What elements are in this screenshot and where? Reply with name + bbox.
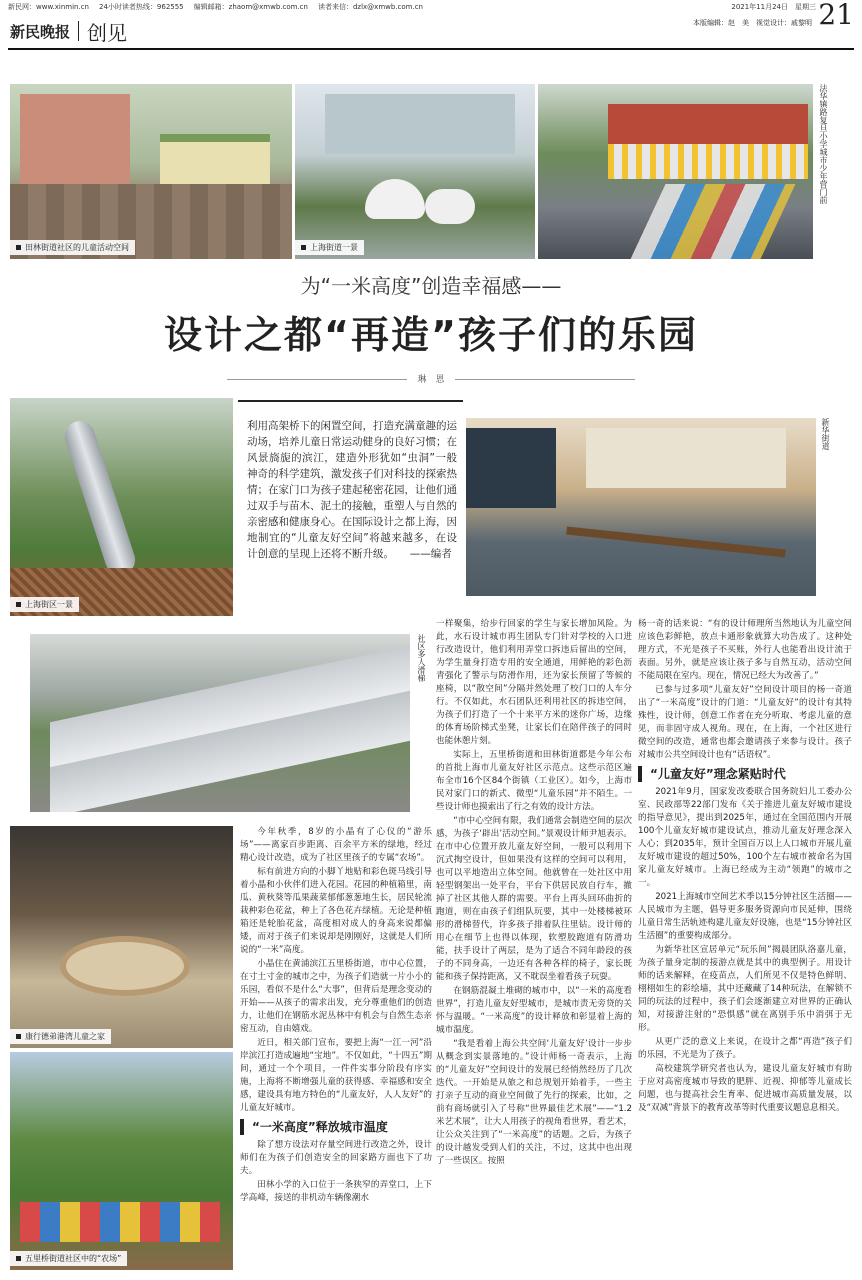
paragraph: 在钢筋混凝土堆砌的城市中，以“一米的高度看世界”，打造儿童友好型城市，是城市责无旁贷的关怀与温暖。“一米高度”的设计释放和彰显着上海的城市温度。 xyxy=(436,986,632,1035)
site-url[interactable]: 新民网：www.xinmin.cn xyxy=(8,3,89,11)
caption-photo3: 法华镇路复旦小学城市少年营门前 xyxy=(819,84,828,204)
editors-credit: 本版编辑：赵 美 视觉设计：戚黎明 xyxy=(693,19,812,27)
seesaw-shape xyxy=(566,527,786,558)
paragraph: 近日，相关部门宣布，要把上海“一江一河”沿岸滨江打造成遍地“宝地”。不仅如此，“十四五”期间，通过一个个项目，一件件实事分阶段有序实施，上海将不断增强儿童的获得感、幸福感和安全感，建设具有地方特色的“儿童友好，人人友好”的儿童友好城市。 xyxy=(240,1038,432,1113)
intro-text: 利用高架桥下的闲置空间，打造充满童趣的运动场，培养儿童日常运动健身的良好习惯；在风景旖旎的滨江，建造外形犹如“虫洞”一般神奇的科学建筑，激发孩子们对科技的探索热情；在家门口为孩子建起秘密花园，让他们通过双手与苗木、泥土的接触，重塑人与自然的亲密感和健康身心。在国际设计之都上海，因地制宜的“儿童友好空间”将越来越多，在设计创意的呈现上还将不断升级。 ——编者 xyxy=(247,420,457,560)
wall-painting-shape xyxy=(586,428,786,488)
kiosk-shape xyxy=(160,134,270,184)
article-column-c xyxy=(638,618,852,1116)
paragraph: 已参与过多项“儿童友好”空间设计项目的杨一奇道出了“一米高度”设计的门道：“儿童友好”的设计有其特殊性，设计师，创意工作者在充分听取、考虑儿童的意见，而非固守成人视角。现在，在上海，一个社区进行微空间的改造，通常也都会邀请孩子来参与设计。孩子对城市公共空间设计也有“话语权”。 xyxy=(638,685,852,760)
paragraph: 一样聚集，给步行回家的学生与家长增加风险。为此，水石设计城市再生团队专门针对学校的入口进行改造设计，他们利用弄堂口拆违后留出的空间，为学生量身打造专用的安全通道，用鲜艳的彩色沥青强化了警示与防滑作用，还为家长预留了等候的座椅，以“散空间”分隔并然处理了校门口的人车分行。不仅如此，水石团队还利用社区的拆违空间，为孩子们打造了一个十来平方米的迷你广场，边缘的体育场阶梯式坐凳，让家长们在陪伴孩子的同时也能休憩片刻。 xyxy=(436,619,632,746)
header-info-line xyxy=(0,0,862,14)
paragraph: “市中心空间有限，我们通常会制造空间的层次感，为孩子‘辟出’活动空间。”景观设计师尹旭表示。在市中心位置开放儿童友好空间，一般可以利用下沉式掏空设计，但如果没有这样的空间可以利用，也可以平地造出立体空间。他就曾在一处社区中用轻型钢架出一处平台，平台下供居民放自行车，撤掉了社区其他人群的需要。平台上再头回环曲折的跑道，则在由孩子们组队玩要，其中一处楼梯被环形的滑梯替代，许多孩子排着队往里钻。设计师的用心在细节上也得以体现，软塑胶跑道有防滑功能，扶手设计了两层，是为了适合不同年龄段的孩子的不同身高，一边还有各种各样的椅子，家长既能和孩子保持距离，又不耽误坐着看孩子玩耍。 xyxy=(436,816,632,982)
hopscotch-path-shape xyxy=(631,184,796,259)
paragraph: 从更广泛的意义上来说，在设计之都“再造”孩子们的乐园，不光是为了孩子。 xyxy=(638,1037,852,1060)
reader-email[interactable]: 读者来信：dzlx@xmwb.com.cn xyxy=(317,3,423,11)
caption-photo5: 新华街道 xyxy=(821,418,830,450)
photo-community-farm xyxy=(10,1052,233,1270)
shop-window-shape xyxy=(466,428,556,508)
tire-planters-shape xyxy=(20,1202,220,1242)
photo-fudan-school-gate xyxy=(538,84,813,259)
yellow-railing-shape xyxy=(608,144,808,179)
section-name: 创见 xyxy=(87,20,128,45)
sculpture-shape xyxy=(425,189,475,224)
masthead xyxy=(10,16,127,46)
paragraph: 杨一奇的话来说：“有的设计师理所当然地认为儿童空间应该色彩鲜艳，放点卡通形象就算大功告成了。这种处理方式，不光是孩子不买账，外行人也能看出设计流于表面。另外，就是应该让孩子多与自然互动，活动空间不能局限在室内。现在，情况已经大为改善了。” xyxy=(638,619,852,681)
sandpit-shape xyxy=(60,936,190,996)
photo-tianlin-children-space xyxy=(10,84,292,259)
paper-name: 新民晚报 xyxy=(10,22,71,41)
tube-slide-shape xyxy=(61,417,139,578)
paragraph: 2021上海城市空间艺术季以15分钟社区生活圈——人民城市为主题，倡导更多服务资源向市民延伸，围绕儿童日常生活轨迹构建儿童友好设施，也是“15分钟社区生活圈”的重要构成部分。 xyxy=(638,892,852,941)
paragraph: 2021年9月，国家发改委联合国务院妇儿工委办公室、民政部等22部门发布《关于推进儿童友好城市建设的指导意见》，提出到2025年，通过在全国范围内开展100个儿童友好城市建设试点，推动儿童友好理念深入人心；到2035年，预计全国百万以上人口城市开展儿童友好城市建设的超过50%，100个左右城市被命名为国家儿童友好城市。上海已经成为主动“领跑”的城市之一。 xyxy=(638,787,852,888)
subheading-one-meter: “一米高度”释放城市温度 xyxy=(240,1119,432,1135)
photo-xinhua-street xyxy=(466,418,816,596)
subheading-child-friendly: “儿童友好”理念紧贴时代 xyxy=(638,766,852,782)
photo-shanghai-street xyxy=(295,84,535,259)
article-kicker: 为“一米高度”创造幸福感—— xyxy=(300,274,562,298)
paragraph: 除了想方设法对存量空间进行改造之外，设计师们在为孩子们创造安全的回家路方面也下了功夫。 xyxy=(240,1140,432,1176)
photo-community-slide xyxy=(30,634,410,812)
paragraph: 标有前进方向的小脚丫地贴和彩色斑马线引导着小晶和小伙伴们进入花园。花园的种植箱里，南瓜、黄秋葵等瓜果蔬菜郁郁葱葱地生长，居民轮流栽种彩色花盆，种上了各色花卉绿植。无论是种植箱还是轮胎花盆，高度相对成人的身高来说都偏矮，而对于孩子们来说却是刚刚好，这就是人们所说的“一米”高度。 xyxy=(240,867,432,955)
issue-date: 2021年11月24日 星期三 xyxy=(731,3,816,11)
building-shape xyxy=(20,94,130,184)
paragraph: 高校建筑学研究者也认为，建设儿童友好城市有助于应对高密度城市导致的肥胖、近视、抑郁等儿童成长问题，也与提高社会生育率、促进城市高质量发展，以及“双减”背景下的教育改革等时代重要议题息息相关。 xyxy=(638,1064,852,1113)
sculpture-shape xyxy=(365,179,425,219)
masthead-divider xyxy=(78,21,79,41)
paragraph: 今年秋季，8岁的小晶有了心仪的“游乐场”——离家百步距离、百余平方米的绿地，经过精心设计改造，成为了社区里孩子的专属“农场”。 xyxy=(240,827,432,863)
paragraph: 小晶住在黄浦滨江五里桥街道，市中心位置，在寸土寸金的城市之中，为孩子们造就一片小小的乐园，看似不是什么“大事”，但背后是理念变动的开始——从孩子的需求出发，充分尊重他们的创造力，让他们在钢筋水泥丛林中有机会与自然生态亲密互动，自由嬉戏。 xyxy=(240,959,432,1034)
caption-photo2: 上海街道一景 xyxy=(295,240,364,255)
paragraph: “我是看着上海公共空间‘儿童友好’设计一步步从概念到实景落地的。”设计师杨一奇表示，上海的“儿童友好”空间设计的发展已经悄然经历了几次迭代。一开始是从旅之和总规划开始着手，一些主打亲子互动的商业空间做了先行的探索，比如，之前有商场就引入了号称“世界最佳艺术展”——“1.2米艺术展”，让大人用孩子的视角看世界，看艺术，让公众关注到了“一米高度”的话题。之后，为孩子的设计越发受到人们的关注，不过，这其中也出现了一些误区。按照 xyxy=(436,1039,632,1166)
article-column-b xyxy=(436,618,632,1169)
paragraph: 为新华社区宣居单元“玩乐间”揭晨团队洛嘉儿童，为孩子量身定制的接游点就是其中的典型例子。用设计师的话来解释，在疫苗点，人们所见不仅是特色鲜明、栩栩如生的彩绘墙，其中还藏藏了14种玩法，在解锁不同的玩法的过程中，孩子们会逐渐建立对世界的正确认知，对接游注射的“恐惧感”就在离别手乐中消弭于无形。 xyxy=(638,945,852,1033)
wall-shape xyxy=(325,94,515,154)
page-number: 21 xyxy=(818,0,854,31)
caption-photo4: 上海街区一景 xyxy=(10,597,79,612)
article-headline: 设计之都“再造”孩子们的乐园 xyxy=(164,313,698,357)
paragraph: 实际上，五里桥街道和田林街道都是今年公布的首批上海市儿童友好社区示范点。这些示范区遍布全市16个区84个街镇（工业区）。如今，上海市民对家门口的新式、微型“儿童乐园”并不陌生。一些设计师也摸索出了行之有效的设计方法。 xyxy=(436,750,632,812)
header-rule xyxy=(8,48,854,50)
caption-photo7: 康行德弟港湾儿童之家 xyxy=(10,1029,111,1044)
article-column-a xyxy=(240,826,432,1206)
photo-childrens-home xyxy=(10,826,233,1048)
photo-shanghai-block xyxy=(10,398,233,616)
article-byline: 琳 恩 xyxy=(0,372,862,385)
hotline: 24小时读者热线：962555 xyxy=(99,3,184,11)
paragraph: 田林小学的入口位于一条狭窄的弄堂口，上下学高峰，接送的非机动车辆像潮水 xyxy=(240,1180,432,1203)
caption-photo6: 社区多人滑梯 xyxy=(417,634,426,682)
caption-photo8: 五里桥街道社区中的“农场” xyxy=(10,1251,127,1266)
caption-photo1: 田林街道社区的儿童活动空间 xyxy=(10,240,135,255)
editor-email[interactable]: 编辑邮箱：zhaom@xmwb.com.cn xyxy=(193,3,308,11)
